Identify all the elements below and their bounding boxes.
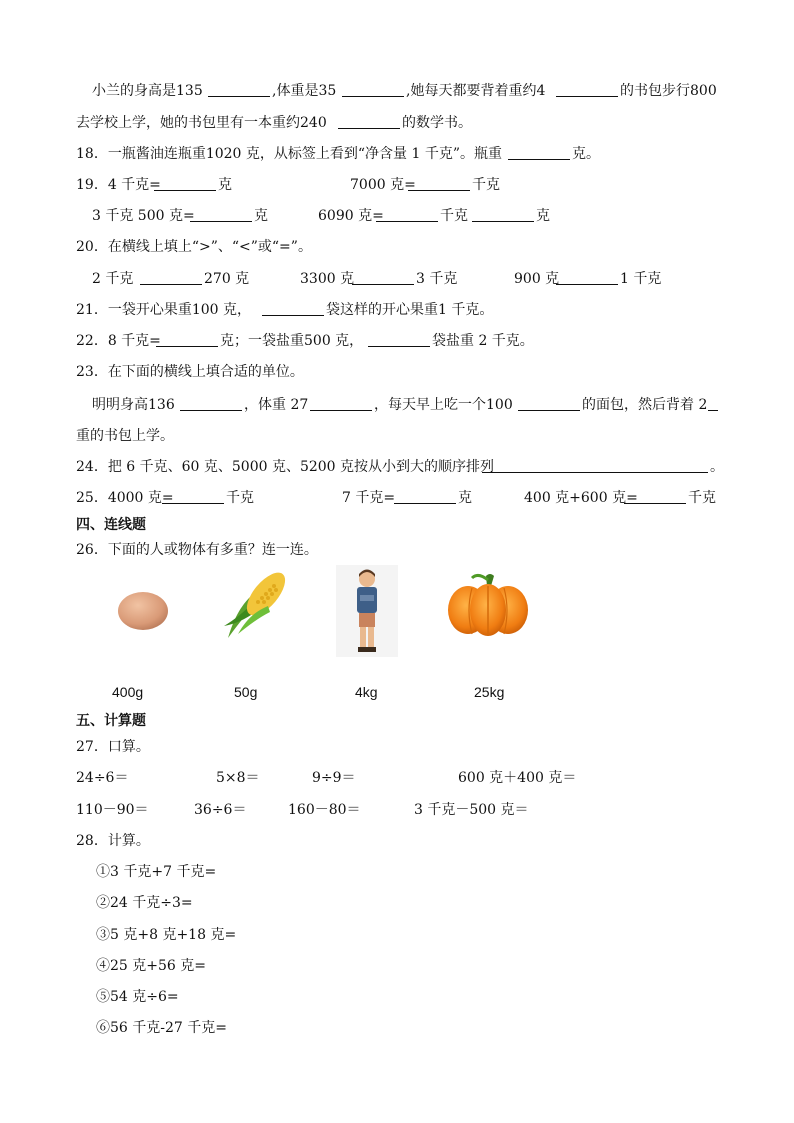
q19-text: 6090 克= (318, 208, 384, 224)
calc-item: ②24 千克÷3= (96, 895, 193, 911)
answer-blank[interactable] (342, 82, 404, 97)
answer-blank[interactable] (408, 176, 470, 191)
section-heading: 四、连线题 (76, 517, 146, 533)
answer-blank[interactable] (708, 396, 718, 411)
calc-item: ③5 克+8 克+18 克= (96, 927, 237, 943)
corn-icon (220, 568, 290, 640)
q19-text: 千克 (440, 208, 468, 224)
q20-text: 900 克 (514, 271, 560, 287)
answer-blank[interactable] (208, 82, 270, 97)
calc-item: ⑥56 千克-27 千克= (96, 1020, 227, 1036)
calc-item: ①3 千克+7 千克= (96, 864, 217, 880)
q24-text: 24．把 6 千克、60 克、5000 克、5200 克按从小到大的顺序排列 (76, 459, 495, 475)
answer-blank[interactable] (162, 489, 224, 504)
q17-text: ,体重是35 (272, 83, 337, 99)
q17-text: 的数学书。 (402, 115, 472, 131)
q17-text: ,她每天都要背着重约4 (406, 83, 546, 99)
q17-text: 小兰的身高是135 (92, 83, 203, 99)
answer-blank[interactable] (368, 332, 430, 347)
q19-text: 千克 (472, 177, 500, 193)
q19-text: 克 (254, 208, 268, 224)
q22-text: 袋盐重 2 千克。 (432, 333, 534, 349)
q23-text: ，每天早上吃一个100 (374, 397, 513, 413)
q25-text: 千克 (688, 490, 716, 506)
q20-text: 1 千克 (620, 271, 662, 287)
q19-text: 克 (218, 177, 232, 193)
answer-blank[interactable] (262, 301, 324, 316)
egg-icon (116, 590, 170, 632)
calc-item: 24÷6＝ (76, 770, 129, 786)
q22-text: 克；一袋盐重500 克， (220, 333, 364, 349)
section-heading: 五、计算题 (76, 713, 146, 729)
q20-text: 20．在横线上填上“>”、“<”或“=”。 (76, 239, 312, 255)
q23-text: ，体重 27 (244, 397, 309, 413)
q20-text: 270 克 (204, 271, 250, 287)
calc-item: 110－90＝ (76, 802, 149, 818)
q28-text: 28．计算。 (76, 833, 150, 849)
answer-blank[interactable] (556, 270, 618, 285)
q19-text: 7000 克= (350, 177, 416, 193)
q20-text: 3 千克 (416, 271, 458, 287)
q25-text: 千克 (226, 490, 254, 506)
weight-label: 50g (234, 684, 258, 700)
q26-text: 26．下面的人或物体有多重？连一连。 (76, 542, 318, 558)
q20-text: 2 千克 (92, 271, 134, 287)
q23-text: 明明身高136 (92, 397, 175, 413)
answer-blank[interactable] (518, 396, 580, 411)
calc-item: 600 克＋400 克＝ (458, 770, 577, 786)
q17-text: 去学校上学，她的书包里有一本重约240 (76, 115, 327, 131)
q19-text: 19．4 千克= (76, 177, 161, 193)
q18-text: 18．一瓶酱油连瓶重1020 克，从标签上看到“净含量 1 千克”。瓶重 (76, 146, 503, 162)
q20-text: 3300 克 (300, 271, 355, 287)
calc-item: 36÷6＝ (194, 802, 247, 818)
answer-blank[interactable] (310, 396, 372, 411)
q17-text: 的书包步行800 (620, 83, 717, 99)
q23-text: 23．在下面的横线上填合适的单位。 (76, 364, 304, 380)
answer-blank[interactable] (376, 207, 438, 222)
answer-blank[interactable] (156, 332, 218, 347)
answer-blank[interactable] (508, 145, 570, 160)
q25-text: 克 (458, 490, 472, 506)
answer-blank[interactable] (556, 82, 618, 97)
answer-blank[interactable] (140, 270, 202, 285)
calc-item: ⑤54 克÷6= (96, 989, 179, 1005)
q25-text: 25．4000 克= (76, 490, 174, 506)
calc-item: 5×8＝ (216, 770, 260, 786)
answer-blank[interactable] (394, 489, 456, 504)
q22-text: 22．8 千克= (76, 333, 161, 349)
calc-item: 9÷9＝ (312, 770, 356, 786)
q25-text: 400 克+600 克= (524, 490, 638, 506)
answer-blank[interactable] (154, 176, 216, 191)
q25-text: 7 千克= (342, 490, 396, 506)
q21-text: 袋这样的开心果重1 千克。 (326, 302, 494, 318)
q23-text: 的面包，然后背着 2 (582, 397, 708, 413)
boy-icon (336, 565, 398, 657)
calc-item: ④25 克+56 克= (96, 958, 206, 974)
weight-label: 25kg (474, 684, 505, 700)
answer-blank[interactable] (472, 207, 534, 222)
q27-text: 27．口算。 (76, 739, 150, 755)
q18-text: 克。 (572, 146, 600, 162)
weight-label: 400g (112, 684, 144, 700)
q24-text: 。 (710, 459, 724, 475)
answer-blank[interactable] (180, 396, 242, 411)
q19-text: 3 千克 500 克= (92, 208, 195, 224)
q19-text: 克 (536, 208, 550, 224)
q21-text: 21．一袋开心果重100 克， (76, 302, 251, 318)
answer-blank[interactable] (338, 114, 400, 129)
answer-blank[interactable] (190, 207, 252, 222)
answer-blank[interactable] (482, 458, 708, 473)
answer-blank[interactable] (624, 489, 686, 504)
answer-blank[interactable] (352, 270, 414, 285)
weight-label: 4kg (355, 684, 378, 700)
pumpkin-icon (444, 570, 532, 640)
q23-text: 重的书包上学。 (76, 428, 174, 444)
calc-item: 160－80＝ (288, 802, 361, 818)
calc-item: 3 千克－500 克＝ (414, 802, 529, 818)
